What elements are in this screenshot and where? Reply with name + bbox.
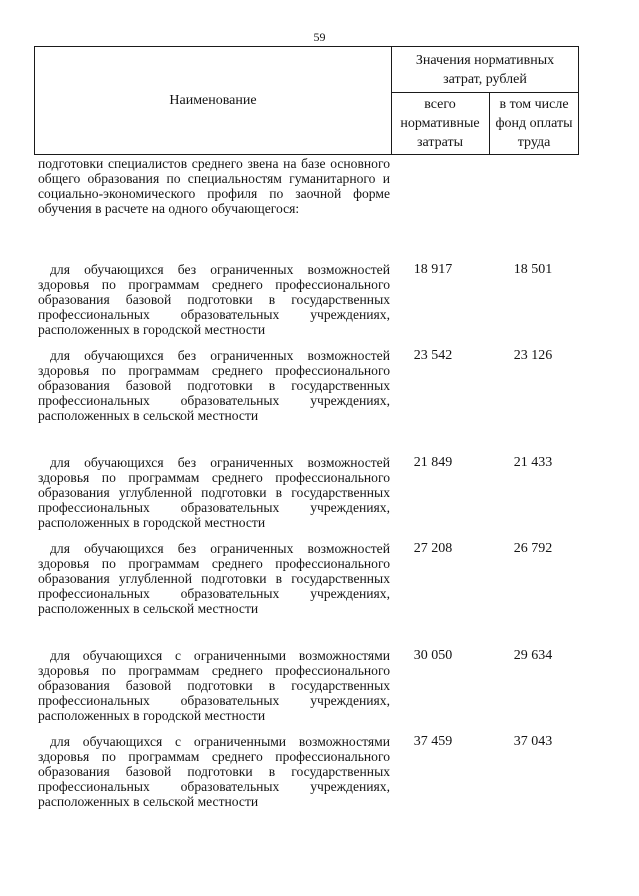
row-name: для обучающихся без ограниченных возможностей здоровья по программам среднего профессионального образования базовой подготовки в государственных профессиональных образовательных учреждениях, расположенных в городской местности [38, 262, 390, 337]
header-right-border [578, 46, 579, 155]
row-wage-value: 29 634 [513, 648, 553, 663]
header-bottom-border [34, 154, 579, 155]
row-name: для обучающихся без ограниченных возможностей здоровья по программам среднего профессионального образования углубленной подготовки в государственных профессиональных образовательных учреждениях, расположенных в сельской местности [38, 541, 390, 616]
row-total-value: 23 542 [413, 348, 453, 363]
row-name: для обучающихся с ограниченными возможностями здоровья по программам среднего профессионального образования базовой подготовки в государственных профессиональных образовательных учреждениях, расположенных в сельской местности [38, 734, 390, 809]
row-wage-value: 23 126 [513, 348, 553, 363]
row-wage-value: 21 433 [513, 455, 553, 470]
row-wage-value: 37 043 [513, 734, 553, 749]
header-group-divider [391, 92, 579, 93]
row-total-value: 21 849 [413, 455, 453, 470]
row-total-value: 30 050 [413, 648, 453, 663]
values-group-header: Значения нормативных затрат, рублей [415, 53, 555, 87]
row-name: для обучающихся без ограниченных возможностей здоровья по программам среднего профессионального образования базовой подготовки в государственных профессиональных образовательных учреждениях, расположенных в сельской местности [38, 348, 390, 423]
intro-paragraph: подготовки специалистов среднего звена на базе основного общего образования по специальностям гуманитарного и социально-экономического профиля по заочной форме обучения в расчете на одного обучающегося: [38, 156, 390, 216]
row-name: для обучающихся с ограниченными возможностями здоровья по программам среднего профессионального образования базовой подготовки в государственных профессиональных образовательных учреждениях, расположенных в городской местности [38, 648, 390, 723]
wage-column-header: в том числе фонд оплаты труда [495, 97, 573, 150]
name-column-header: Наименование [169, 93, 257, 108]
page-number: 59 [313, 30, 326, 44]
row-total-value: 27 208 [413, 541, 453, 556]
header-left-border [34, 46, 35, 155]
row-total-value: 37 459 [413, 734, 453, 749]
row-wage-value: 26 792 [513, 541, 553, 556]
row-name: для обучающихся без ограниченных возможностей здоровья по программам среднего профессионального образования углубленной подготовки в государственных профессиональных образовательных учреждениях, расположенных в городской местности [38, 455, 390, 530]
row-wage-value: 18 501 [513, 262, 553, 277]
total-column-header: всего нормативные затраты [400, 97, 480, 150]
row-total-value: 18 917 [413, 262, 453, 277]
header-top-border [34, 46, 579, 47]
